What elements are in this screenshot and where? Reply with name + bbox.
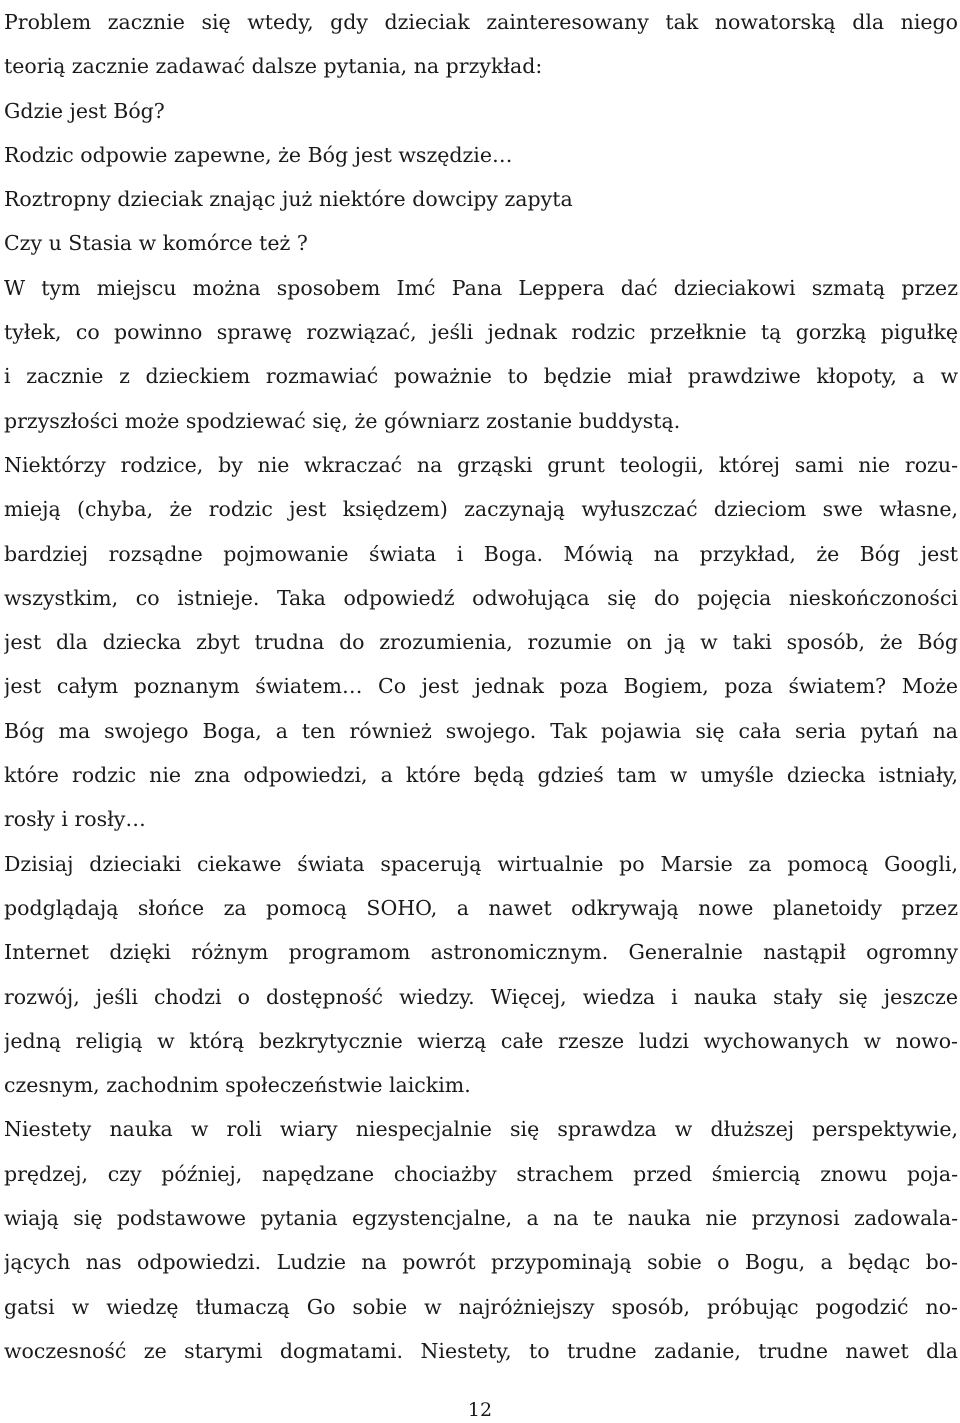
text-line: Bóg ma swojego Boga, a ten również swojego. Tak pojawia się cała seria pytań na (4, 718, 958, 743)
text-line: przyszłości może spodziewać się, że gówniarz zostanie buddystą. (4, 408, 681, 433)
text-line: Rodzic odpowie zapewne, że Bóg jest wszędzie… (4, 142, 513, 167)
text-line: które rodzic nie zna odpowiedzi, a które będą gdzieś tam w umyśle dziecka istniały, (4, 763, 958, 788)
text-line: rozwój, jeśli chodzi o dostępność wiedzy. Więcej, wiedza i nauka stały się jeszcze (4, 984, 958, 1009)
text-line: bardziej rozsądne pojmowanie świata i Boga. Mówią na przykład, że Bóg jest (4, 541, 958, 566)
text-line: W tym miejscu można sposobem Imć Pana Leppera dać dzieciakowi szmatą przez (4, 275, 958, 300)
text-line: jest całym poznanym światem… Co jest jednak poza Bogiem, poza światem? Może (4, 674, 958, 699)
text-line: prędzej, czy później, napędzane chociażby strachem przed śmiercią znowu poja- (4, 1161, 958, 1186)
text-line: Niektórzy rodzice, by nie wkraczać na grząski grunt teologii, której sami nie rozu- (4, 452, 958, 477)
text-line: tyłek, co powinno sprawę rozwiązać, jeśli jednak rodzic przełknie tą gorzką pigułkę (4, 320, 958, 345)
text-line: woczesność ze starymi dogmatami. Niestety, to trudne zadanie, trudne nawet dla (4, 1338, 958, 1363)
text-line: Dzisiaj dzieciaki ciekawe świata spacerują wirtualnie po Marsie za pomocą Googli, (4, 851, 958, 876)
page-number: 12 (467, 1399, 493, 1421)
text-line: Czy u Stasia w komórce też ? (4, 231, 308, 256)
text-line: jących nas odpowiedzi. Ludzie na powrót przypominają sobie o Bogu, a będąc bo- (4, 1250, 958, 1275)
text-line: Internet dzięki różnym programom astronomicznym. Generalnie nastąpił ogromny (4, 940, 958, 965)
text-line: mieją (chyba, że rodzic jest księdzem) zaczynają wyłuszczać dzieciom swe własne, (4, 497, 958, 522)
text-line: wszystkim, co istnieje. Taka odpowiedź odwołująca się do pojęcia nieskończoności (4, 585, 958, 610)
text-line: Roztropny dzieciak znając już niektóre dowcipy zapyta (4, 187, 573, 212)
text-line: i zacznie z dzieckiem rozmawiać poważnie to będzie miał prawdziwe kłopoty, a w (4, 364, 958, 389)
text-line: jest dla dziecka zbyt trudna do zrozumienia, rozumie on ją w taki sposób, że Bóg (4, 630, 958, 655)
text-line: jedną religią w którą bezkrytycznie wierzą całe rzesze ludzi wychowanych w nowo- (4, 1028, 958, 1053)
text-line: gatsi w wiedzę tłumaczą Go sobie w najróżniejszy sposób, próbując pogodzić no- (4, 1294, 958, 1319)
text-line: Gdzie jest Bóg? (4, 98, 165, 123)
text-line: Niestety nauka w roli wiary niespecjalnie się sprawdza w dłuższej perspektywie, (4, 1117, 958, 1142)
text-line: Problem zacznie się wtedy, gdy dzieciak zainteresowany tak nowatorską dla niego (4, 10, 958, 34)
text-line: czesnym, zachodnim społeczeństwie laickim. (4, 1073, 471, 1098)
text-line: rosły i rosły… (4, 807, 146, 832)
text-line: podglądają słońce za pomocą SOHO, a nawet odkrywają nowe planetoidy przez (4, 895, 958, 920)
text-line: teorią zacznie zadawać dalsze pytania, na przykład: (4, 54, 543, 79)
text-line: wiają się podstawowe pytania egzystencjalne, a na te nauka nie przynosi zadowala- (4, 1206, 958, 1231)
document-page (4, 0, 958, 1373)
